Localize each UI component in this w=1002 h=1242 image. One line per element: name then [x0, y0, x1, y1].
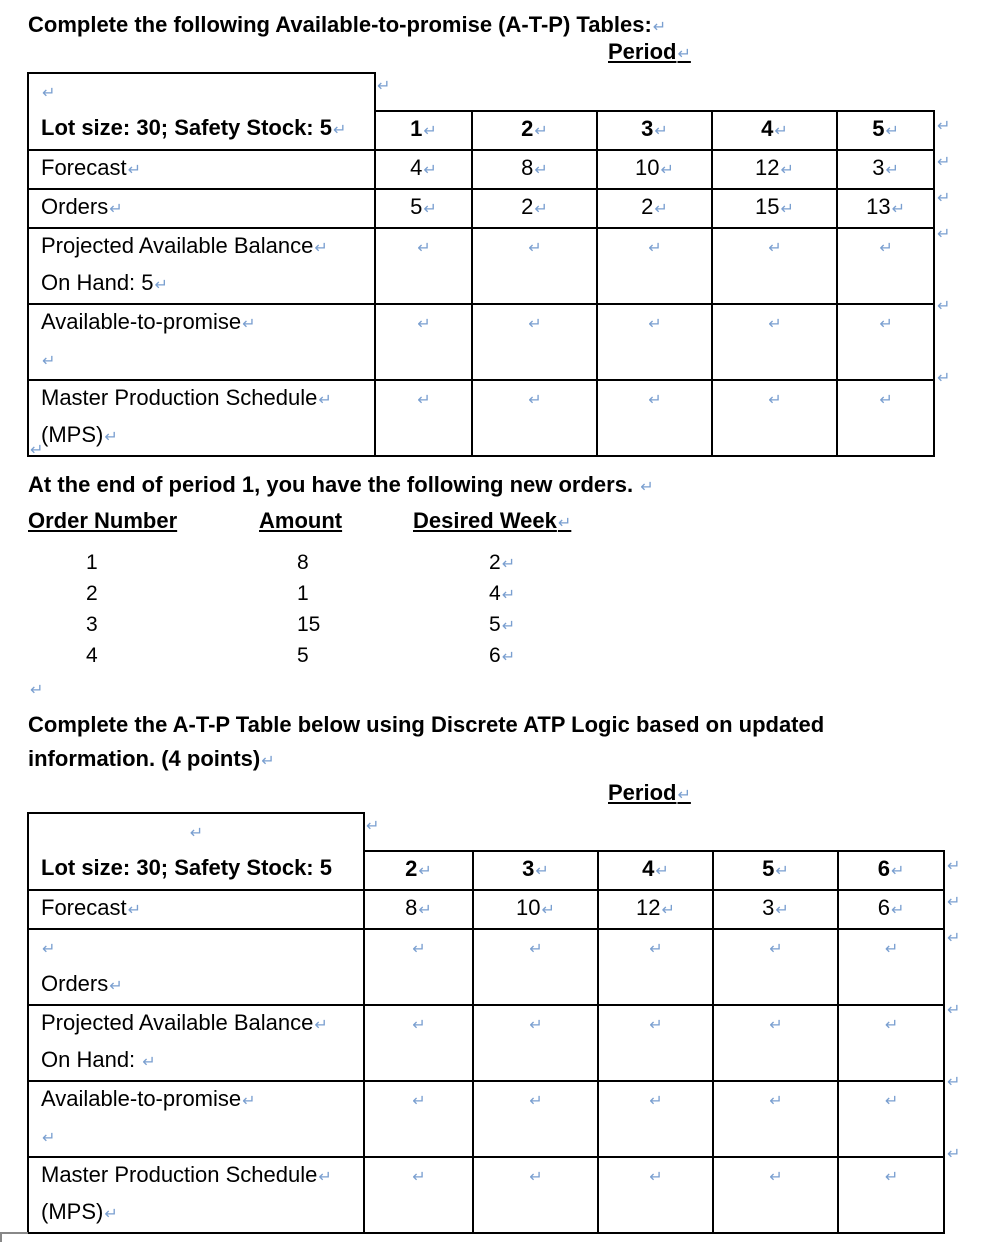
table2-mps-6[interactable]: [838, 1157, 944, 1233]
return-mark-icon: [768, 240, 781, 257]
table1-orders-4: 15 ↵: [712, 189, 837, 228]
return-mark-icon: [104, 1206, 117, 1223]
return-mark-icon: [775, 863, 788, 880]
col-amount: Amount: [259, 508, 343, 533]
table1-forecast-5: 3 ↵: [837, 150, 934, 189]
table2-orders-6[interactable]: [838, 929, 944, 1005]
instruction-line-2: information. (4 points) ↵: [28, 745, 275, 776]
return-mark-icon: [879, 240, 892, 257]
return-mark-icon: [879, 392, 892, 409]
return-mark-icon: [418, 902, 431, 919]
return-mark-icon: [412, 1093, 425, 1110]
return-mark-icon: [769, 941, 782, 958]
return-mark-icon: [769, 1017, 782, 1034]
return-mark-icon: [417, 316, 430, 333]
order-row-1-amount: 8: [297, 551, 309, 574]
return-mark-icon: [42, 85, 55, 102]
return-mark-icon: [648, 240, 661, 257]
table2-atp-3[interactable]: [473, 1081, 598, 1157]
col-order-number: Order Number: [28, 508, 178, 533]
table1-orders-3: 2 ↵: [597, 189, 712, 228]
table2-orders-label: ↵ Orders ↵: [28, 929, 364, 1005]
table1-forecast-label: Forecast ↵: [28, 150, 375, 189]
table2-period-3: 3 ↵: [473, 851, 598, 890]
return-mark-icon: [128, 162, 141, 179]
order-row-1-number: 1: [86, 551, 98, 574]
return-mark-icon: [891, 863, 904, 880]
return-mark-icon: [104, 429, 117, 446]
table2-period-2: 2 ↵: [364, 851, 473, 890]
return-mark-icon: [142, 1054, 155, 1071]
return-mark-icon: [937, 224, 950, 244]
return-mark-icon: [528, 392, 541, 409]
table2-mps-2[interactable]: [364, 1157, 473, 1233]
table2-mps-label: Master Production Schedule ↵ (MPS) ↵: [28, 1157, 364, 1233]
return-mark-icon: [769, 1093, 782, 1110]
col-desired-week: Desired Week ↵: [413, 507, 571, 538]
table2-atp-label: Available-to-promise ↵ ↵: [28, 1081, 364, 1157]
table1-atp-2[interactable]: [472, 304, 597, 380]
return-mark-icon: [937, 296, 950, 316]
table2-period-4: 4 ↵: [598, 851, 713, 890]
table1-pab-label: Projected Available Balance ↵ On Hand: 5 ↵: [28, 228, 375, 304]
return-mark-icon: [640, 479, 653, 496]
table2-forecast-6: 6 ↵: [838, 890, 944, 929]
table2-orders-3[interactable]: [473, 929, 598, 1005]
return-mark-icon: [366, 816, 379, 836]
order-row-4-number: 4: [86, 644, 98, 667]
table1-lot-size: Lot size: 30; Safety Stock: 5 ↵: [28, 111, 375, 150]
return-mark-icon: [654, 123, 667, 140]
table1-mps-label: Master Production Schedule ↵ (MPS) ↵: [28, 380, 375, 456]
table1-period-3: 3 ↵: [597, 111, 712, 150]
return-mark-icon: [242, 1093, 255, 1110]
period-label-1: Period ↵: [608, 38, 691, 69]
table2-period-5: 5 ↵: [713, 851, 838, 890]
table2-pab-3[interactable]: [473, 1005, 598, 1081]
return-mark-icon: [649, 1017, 662, 1034]
order-row-3-amount: 15: [297, 613, 321, 636]
table2-forecast-label: Forecast ↵: [28, 890, 364, 929]
return-mark-icon: [885, 1093, 898, 1110]
return-mark-icon: [648, 316, 661, 333]
return-mark-icon: [190, 825, 203, 842]
table1-forecast-2: 8 ↵: [472, 150, 597, 189]
return-mark-icon: [677, 787, 690, 804]
return-mark-icon: [502, 618, 515, 635]
table1-forecast-1: 4 ↵: [375, 150, 472, 189]
return-mark-icon: [937, 368, 950, 388]
table1-pab-5[interactable]: [837, 228, 934, 304]
return-mark-icon: [885, 123, 898, 140]
return-mark-icon: [502, 556, 515, 573]
return-mark-icon: [677, 46, 690, 63]
table1-orders-5: 13 ↵: [837, 189, 934, 228]
return-mark-icon: [947, 1144, 960, 1164]
return-mark-icon: [947, 928, 960, 948]
return-mark-icon: [377, 76, 390, 96]
return-mark-icon: [30, 440, 43, 460]
return-mark-icon: [502, 587, 515, 604]
return-mark-icon: [333, 122, 346, 139]
table2-atp-4[interactable]: [598, 1081, 713, 1157]
table1-orders-label: Orders ↵: [28, 189, 375, 228]
table1-atp-label: Available-to-promise ↵ ↵: [28, 304, 375, 380]
return-mark-icon: [534, 123, 547, 140]
table1-mps-3[interactable]: [597, 380, 712, 456]
return-mark-icon: [781, 162, 794, 179]
order-row-2-number: 2: [86, 582, 98, 605]
return-mark-icon: [417, 240, 430, 257]
return-mark-icon: [648, 392, 661, 409]
return-mark-icon: [534, 201, 547, 218]
table1-orders-1: 5 ↵: [375, 189, 472, 228]
instruction-line-1: Complete the A-T-P Table below using Discrete ATP Logic based on updated: [28, 712, 825, 737]
return-mark-icon: [558, 515, 571, 532]
table2-atp-2[interactable]: [364, 1081, 473, 1157]
return-mark-icon: [649, 1093, 662, 1110]
return-mark-icon: [418, 863, 431, 880]
return-mark-icon: [423, 201, 436, 218]
return-mark-icon: [535, 863, 548, 880]
return-mark-icon: [412, 1017, 425, 1034]
return-mark-icon: [885, 162, 898, 179]
table1-pab-4[interactable]: [712, 228, 837, 304]
return-mark-icon: [314, 1017, 327, 1034]
return-mark-icon: [937, 152, 950, 172]
period-label-2: Period ↵: [608, 779, 691, 810]
return-mark-icon: [947, 892, 960, 912]
table2-forecast-4: 12 ↵: [598, 890, 713, 929]
table2-orders-5[interactable]: [713, 929, 838, 1005]
return-mark-icon: [769, 1169, 782, 1186]
return-mark-icon: [775, 902, 788, 919]
return-mark-icon: [318, 392, 331, 409]
return-mark-icon: [423, 123, 436, 140]
table2-forecast-2: 8 ↵: [364, 890, 473, 929]
return-mark-icon: [768, 392, 781, 409]
table1-period-5: 5 ↵: [837, 111, 934, 150]
table1-period-2: 2 ↵: [472, 111, 597, 150]
return-mark-icon: [937, 188, 950, 208]
table1-atp-3[interactable]: [597, 304, 712, 380]
table1-atp-1[interactable]: [375, 304, 472, 380]
table2-forecast-3: 10 ↵: [473, 890, 598, 929]
return-mark-icon: [529, 1093, 542, 1110]
return-mark-icon: [528, 240, 541, 257]
return-mark-icon: [937, 116, 950, 136]
atp-table-2: [27, 812, 945, 1234]
return-mark-icon: [947, 1000, 960, 1020]
return-mark-icon: [947, 856, 960, 876]
order-row-1-week: 2 ↵: [489, 550, 515, 578]
return-mark-icon: [649, 941, 662, 958]
atp-table-1: [27, 72, 935, 457]
return-mark-icon: [879, 316, 892, 333]
table2-orders-2[interactable]: [364, 929, 473, 1005]
return-mark-icon: [534, 162, 547, 179]
table1-forecast-3: 10 ↵: [597, 150, 712, 189]
table1-period-4: 4 ↵: [712, 111, 837, 150]
return-mark-icon: [502, 649, 515, 666]
return-mark-icon: [423, 162, 436, 179]
return-mark-icon: [529, 941, 542, 958]
return-mark-icon: [109, 201, 122, 218]
return-mark-icon: [42, 353, 55, 370]
table2-period-6: 6 ↵: [838, 851, 944, 890]
return-mark-icon: [30, 680, 43, 700]
table2-pab-4[interactable]: [598, 1005, 713, 1081]
table2-orders-4[interactable]: [598, 929, 713, 1005]
return-mark-icon: [261, 753, 274, 770]
return-mark-icon: [417, 392, 430, 409]
return-mark-icon: [654, 201, 667, 218]
table2-atp-5[interactable]: [713, 1081, 838, 1157]
order-row-3-week: 5 ↵: [489, 612, 515, 640]
table1-period-1: 1 ↵: [375, 111, 472, 150]
order-row-3-number: 3: [86, 613, 98, 636]
table2-corner-cell: [28, 813, 364, 851]
return-mark-icon: [649, 1169, 662, 1186]
table1-orders-2: 2 ↵: [472, 189, 597, 228]
return-mark-icon: [412, 941, 425, 958]
table1-pab-1[interactable]: [375, 228, 472, 304]
new-orders-heading: At the end of period 1, you have the following new orders. ↵: [28, 471, 654, 502]
table2-atp-6[interactable]: [838, 1081, 944, 1157]
return-mark-icon: [542, 902, 555, 919]
return-mark-icon: [885, 1169, 898, 1186]
return-mark-icon: [885, 1017, 898, 1034]
table1-corner-cell: [28, 73, 375, 111]
return-mark-icon: [662, 902, 675, 919]
table2-mps-3[interactable]: [473, 1157, 598, 1233]
order-row-4-week: 6 ↵: [489, 643, 515, 671]
page-title: Complete the following Available-to-promise (A-T-P) Tables: ↵: [28, 11, 666, 42]
table1-atp-5[interactable]: [837, 304, 934, 380]
table1-pab-2[interactable]: [472, 228, 597, 304]
table2-pab-5[interactable]: [713, 1005, 838, 1081]
return-mark-icon: [528, 316, 541, 333]
table1-pab-3[interactable]: [597, 228, 712, 304]
table1-mps-5[interactable]: [837, 380, 934, 456]
return-mark-icon: [128, 902, 141, 919]
return-mark-icon: [661, 162, 674, 179]
return-mark-icon: [314, 240, 327, 257]
return-mark-icon: [655, 863, 668, 880]
order-row-2-week: 4 ↵: [489, 581, 515, 609]
table2-mps-4[interactable]: [598, 1157, 713, 1233]
order-row-4-amount: 5: [297, 644, 309, 667]
table1-mps-4[interactable]: [712, 380, 837, 456]
return-mark-icon: [885, 941, 898, 958]
order-row-2-amount: 1: [297, 582, 309, 605]
return-mark-icon: [768, 316, 781, 333]
return-mark-icon: [529, 1169, 542, 1186]
table2-lot-size: Lot size: 30; Safety Stock: 5: [28, 851, 364, 890]
table2-pab-label: Projected Available Balance ↵ On Hand: ↵: [28, 1005, 364, 1081]
table2-mps-5[interactable]: [713, 1157, 838, 1233]
return-mark-icon: [891, 902, 904, 919]
table2-pab-6[interactable]: [838, 1005, 944, 1081]
return-mark-icon: [109, 978, 122, 995]
return-mark-icon: [892, 201, 905, 218]
return-mark-icon: [774, 123, 787, 140]
table1-mps-2[interactable]: [472, 380, 597, 456]
page-corner-mark: [0, 1232, 28, 1242]
table2-forecast-5: 3 ↵: [713, 890, 838, 929]
table1-atp-4[interactable]: [712, 304, 837, 380]
table1-forecast-4: 12 ↵: [712, 150, 837, 189]
return-mark-icon: [412, 1169, 425, 1186]
return-mark-icon: [318, 1169, 331, 1186]
return-mark-icon: [781, 201, 794, 218]
return-mark-icon: [155, 277, 168, 294]
table1-mps-1[interactable]: [375, 380, 472, 456]
return-mark-icon: [653, 19, 666, 36]
return-mark-icon: [42, 941, 55, 958]
table2-pab-2[interactable]: [364, 1005, 473, 1081]
return-mark-icon: [42, 1130, 55, 1147]
return-mark-icon: [947, 1072, 960, 1092]
return-mark-icon: [529, 1017, 542, 1034]
return-mark-icon: [242, 316, 255, 333]
